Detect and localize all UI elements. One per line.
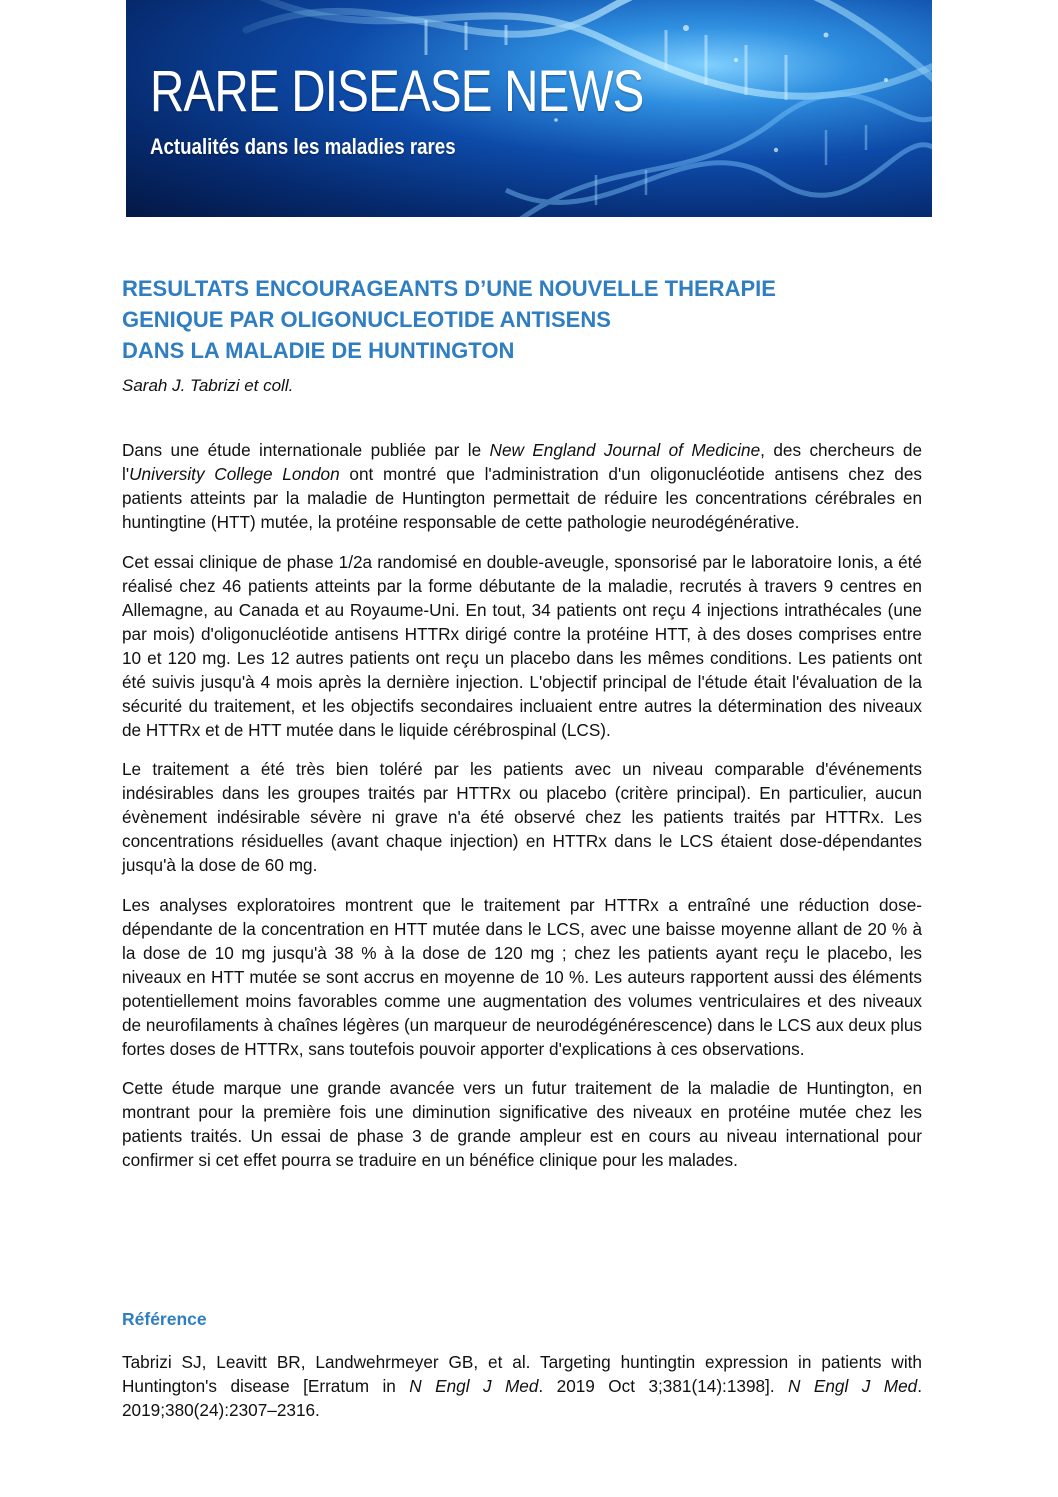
citation-journal: N Engl J Med — [409, 1376, 539, 1396]
reference-heading: Référence — [122, 1309, 207, 1329]
article-title-line: DANS LA MALADIE DE HUNTINGTON — [122, 338, 515, 363]
citation-journal: N Engl J Med — [788, 1376, 918, 1396]
journal-name: New England Journal of Medicine — [489, 440, 761, 460]
citation-text: Tabrizi SJ, Leavitt BR, Landwehrmeyer GB, et al. Targeting huntingtin expression in patients with Huntington's disease [Erratum in — [122, 1352, 922, 1396]
paragraph-text: Dans une étude internationale publiée par le — [122, 440, 490, 460]
article-authors: Sarah J. Tabrizi et coll. — [122, 376, 294, 395]
article-title-line: RESULTATS ENCOURAGEANTS D’UNE NOUVELLE THERAPIE — [122, 276, 776, 301]
article-body — [122, 438, 922, 1187]
paragraph-3: Le traitement a été très bien toléré par les patients avec un niveau comparable d'événements indésirables dans les groupes traités par HTTRx ou placebo (critère principal). En particulier, aucun évènement indésirable sévère ni grave n'a été observé chez les patients traités par HTTRx. Les concentrations résiduelles (avant chaque injection) en HTTRx dans le LCS étaient dose-dépendantes jusqu'à la dose de 60 mg. — [122, 759, 922, 875]
paragraph-4: Les analyses exploratoires montrent que le traitement par HTTRx a entraîné une réduction dose-dépendante de la concentration en HTT mutée dans le LCS, avec une baisse moyenne allant de 20 % à la dose de 10 mg jusqu'à 38 % à la dose de 120 mg ; chez les patients ayant reçu le placebo, les niveaux en HTT mutée se sont accrus en moyenne de 10 %. Les auteurs rapportent aussi des éléments potentiellement moins favorables comme une augmentation des volumes ventriculaires et des niveaux de neurofilaments à chaînes légères (un marqueur de neurodégénérescence) dans le LCS aux deux plus fortes doses de HTTRx, sans toutefois pouvoir apporter d'explications à ces observations. — [122, 895, 922, 1059]
banner-subtitle: Actualités dans les maladies rares — [150, 134, 456, 159]
banner-title: RARE DISEASE NEWS — [150, 59, 644, 124]
university-name: University College London — [129, 464, 340, 484]
article-title-line: GENIQUE PAR OLIGONUCLEOTIDE ANTISENS — [122, 307, 611, 332]
citation-text: . 2019 Oct 3;381(14):1398]. — [538, 1376, 789, 1396]
reference-citation — [122, 1350, 922, 1422]
paragraph-text: ont montré que l'administration d'un oligonucléotide antisens chez des patients atteints par la maladie de Huntington permettait de réduire les concentrations cérébrales en huntingtine (HTT) mutée, la protéine responsable de cette pathologie neurodégénérative. — [122, 464, 922, 532]
paragraph-1 — [122, 438, 922, 534]
paragraph-5: Cette étude marque une grande avancée vers un futur traitement de la maladie de Huntington, en montrant pour la première fois une diminution significative des niveaux en protéine mutée chez les patients traités. Un essai de phase 3 de grande ampleur est en cours au niveau international pour confirmer si cet effet pourra se traduire en un bénéfice clinique pour les malades. — [122, 1078, 922, 1170]
article-title — [122, 273, 922, 366]
citation-text: . 2019;380(24):2307–2316. — [122, 1376, 922, 1420]
header-banner — [126, 0, 932, 217]
paragraph-2: Cet essai clinique de phase 1/2a randomisé en double-aveugle, sponsorisé par le laboratoire Ionis, a été réalisé chez 46 patients atteints par la forme débutante de la maladie, recrutés à travers 9 centres en Allemagne, au Canada et au Royaume-Uni. En tout, 34 patients ont reçu 4 injections intrathécales (une par mois) d'oligonucléotide antisens HTTRx dirigé contre la protéine HTT, à des doses comprises entre 10 et 120 mg. Les 12 autres patients ont reçu un placebo dans les mêmes conditions. Les patients ont été suivis jusqu'à 4 mois après la dernière injection. L'objectif principal de l'étude était l'évaluation de la sécurité du traitement, et les objectifs secondaires incluaient entre autres la détermination des niveaux de HTTRx et de HTT mutée dans le liquide cérébrospinal (LCS). — [122, 552, 922, 740]
paragraph-text: , des chercheurs de l' — [122, 440, 922, 484]
